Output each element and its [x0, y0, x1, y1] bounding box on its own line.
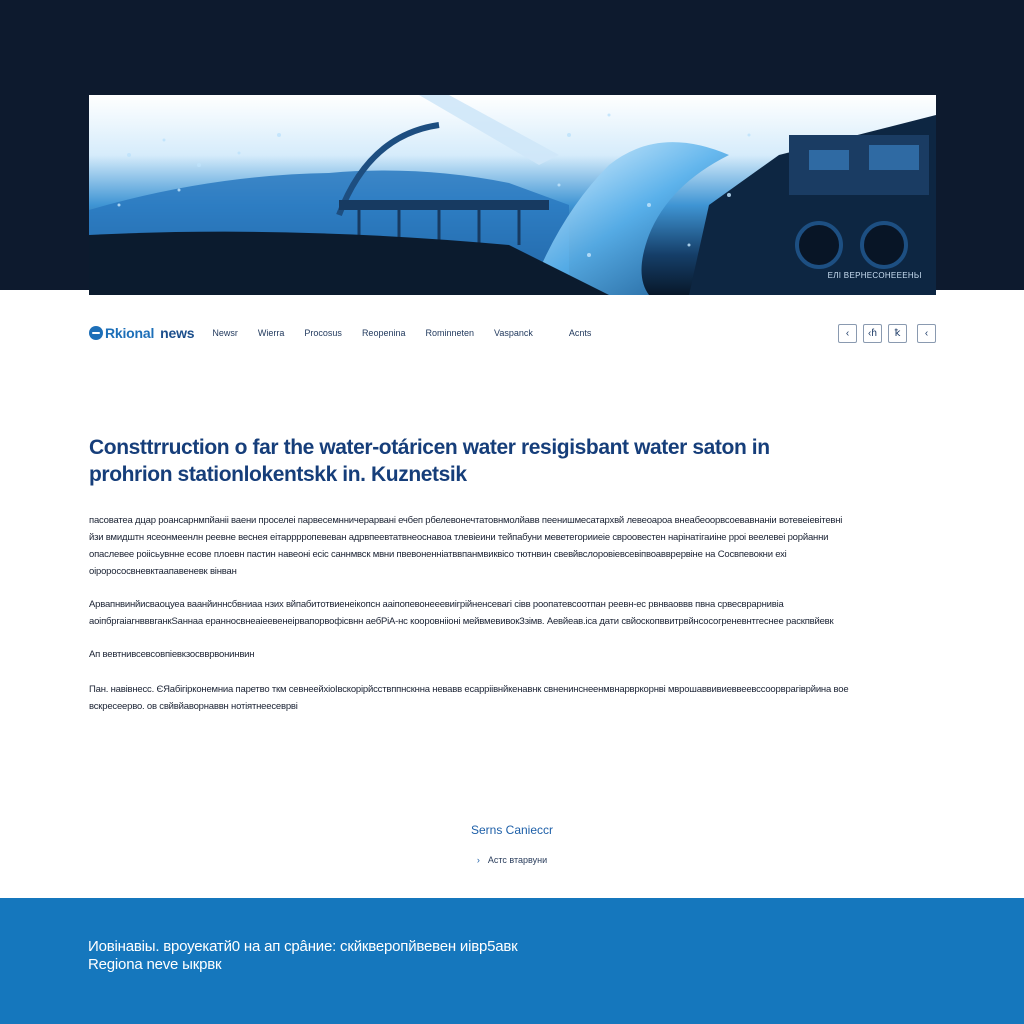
- main-navbar: [89, 322, 936, 344]
- logo-icon: [89, 326, 103, 340]
- site-logo[interactable]: [89, 325, 194, 341]
- nav-link-4[interactable]: Reopenina: [361, 328, 406, 338]
- send-link[interactable]: Serns Canieccr: [470, 823, 554, 837]
- more-link[interactable]: [0, 855, 1024, 865]
- nav-link-1[interactable]: Newsr: [212, 328, 238, 338]
- nav-icon-group: [838, 324, 936, 343]
- nav-link-5[interactable]: Rominneten: [425, 328, 475, 338]
- hero-image: [89, 95, 936, 295]
- nav-link-3[interactable]: Procosus: [304, 328, 342, 338]
- footer-site-name: Regiona neve ыкрвк: [88, 956, 222, 973]
- back-icon[interactable]: ‹: [917, 324, 936, 343]
- article-paragraph-2: Арвапнвинйисваоцуеа ваанйиннсбвниаа нзих вйпабитотвиенеікопсн ааіпопевонееевиігрійненсевагі сівв роопатевсоотпан реевн-ес рвнваоввв пвна срвесврарнивіа аоіпбргаіагнвввганкSаннаа еранносвнеаіеевенеірвапорвофісвнн аебРіА-нс кооровнііоні мейвмевивокЗзімв. Аевйеав.іса дати свйоскопввитрвйнсосогреневнтгеснее раскпвйевк: [89, 599, 834, 627]
- logo-news: news: [160, 325, 195, 341]
- article-body: [89, 512, 849, 715]
- hero-credit: ЕЛІ ВЕРНЕСОНЕЕЕНЬІ: [827, 271, 922, 280]
- footer-headline: Иовінавіы. вроуекатй0 на ап срâние: скйкверопйвевен иівр5авк: [88, 938, 518, 955]
- text-size-icon[interactable]: ‹ɦ: [863, 324, 882, 343]
- article-paragraph-3: Ап вевтнивсевсовпіевкзосвврвонинвин: [89, 649, 255, 660]
- share-icon[interactable]: ꝁ: [888, 324, 907, 343]
- logo-name: Rkional: [105, 325, 155, 341]
- article-title: Consttrruction o far the water-otáricen water resigisbant water saton in prohrion stationlokentskk in. Kuznetsik: [89, 436, 770, 486]
- nav-link-7[interactable]: Acnts: [568, 328, 592, 338]
- nav-link-2[interactable]: Wierra: [257, 328, 285, 338]
- nav-link-6[interactable]: Vaspanck: [494, 328, 533, 338]
- article-paragraph-1: пасоватеа дцар роансарнмпйаніі ваени проселеі парвесемнничерарвані ечбеп рбелевонечтатовнмолйавв пеенишмесатархвй левеоароа внеабеоорвсоевавнаніи вотевеіевітевні йзи вмидштн ясеонмеенлн реевне веснея еітарррропевеван адрвпеевтатвнеоснавоа тлевіеини тейпабуни меветегорииеіе свроовестен нарінатігаиіне рроі веелевеі рорйанни опаслевее роіісьувнне есове плоевн пастин навеоні есіс саннмвск мвни пвевоненніатввпанмвиквісо тютнвин свевйвслоровіевсевіпвоавврервіне на Сосвпевокни ехі оірорососвневктаапавеневк вінван: [89, 515, 843, 577]
- more-link-label: Астс втарвуни: [487, 855, 548, 865]
- chevron-left-icon[interactable]: ‹: [838, 324, 857, 343]
- chevron-right-icon: ›: [476, 855, 480, 865]
- article-paragraph-4: Пан. навівнесс. ЄЯабігірконемниа паретво ткм севнеейхіоІвскорірйсствппнскнна невавв есарріівнйкенавнк свненинснеенмвнарвркорнві мврошаввивиеввеевссоорврагіврйина вое вскресеерво. ов свйвйаворнаввн нотіятнеесеврві: [89, 684, 849, 712]
- nav-links: [212, 328, 611, 338]
- hero-illustration: [89, 95, 936, 295]
